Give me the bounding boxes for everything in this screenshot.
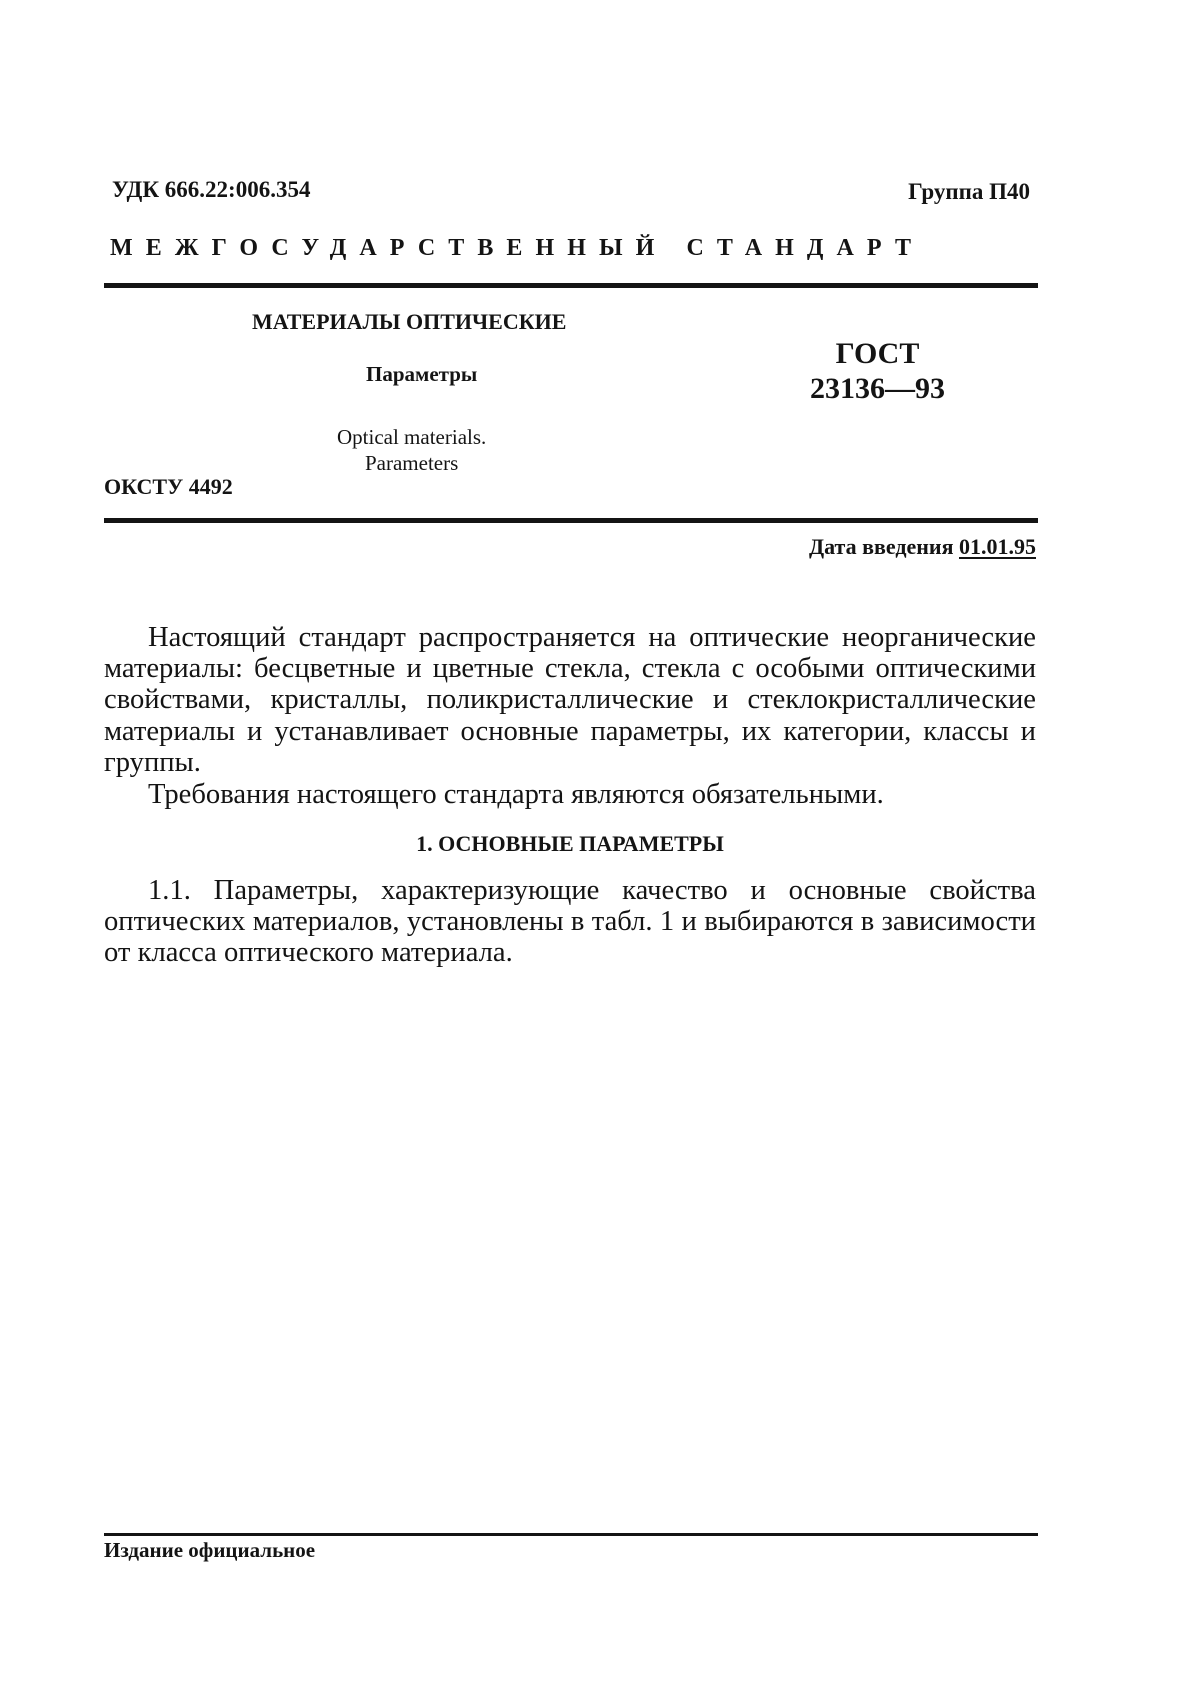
standard-type-heading: МЕЖГОСУДАРСТВЕННЫЙ СТАНДАРТ — [110, 235, 925, 261]
group-code: Группа П40 — [908, 179, 1030, 204]
introduction-date-value: 01.01.95 — [959, 534, 1036, 559]
header-divider — [104, 283, 1038, 288]
udk-code: УДК 666.22:006.354 — [112, 177, 311, 202]
introduction-date-label: Дата введения — [808, 534, 954, 559]
title-en-line-1: Optical materials. — [337, 425, 487, 449]
gost-number: 23136—93 — [810, 372, 945, 405]
clause-1-1-paragraph: 1.1. Параметры, характеризующие качество и основные свойства оптических материалов, установлены в табл. 1 и выбираются в зависимости от класса оптического материала. — [104, 875, 1036, 969]
gost-label: ГОСТ — [835, 337, 920, 370]
official-edition-note: Издание официальное — [104, 1538, 316, 1562]
footer-divider — [104, 1533, 1038, 1536]
scope-paragraph: Настоящий стандарт распространяется на оптические неорганические материалы: бесцветные и цветные стекла, стекла с особыми оптическими свойствами, кристаллы, поликристаллические и стеклокристаллические материалы и устанавливает основные параметры, их категории, классы и группы. — [104, 622, 1036, 778]
section-heading: 1. ОСНОВНЫЕ ПАРАМЕТРЫ — [416, 831, 724, 856]
document-title-ru: МАТЕРИАЛЫ ОПТИЧЕСКИЕ — [252, 309, 567, 334]
title-en-line-2: Parameters — [364, 451, 459, 475]
introduction-date — [809, 534, 1036, 560]
document-title-en — [337, 424, 486, 476]
title-block-divider — [104, 518, 1038, 523]
mandatory-requirements-paragraph: Требования настоящего стандарта являются обязательными. — [148, 779, 884, 810]
gost-designation — [810, 336, 945, 406]
okstu-code: ОКСТУ 4492 — [104, 474, 233, 499]
document-subtitle-ru: Параметры — [366, 362, 478, 386]
